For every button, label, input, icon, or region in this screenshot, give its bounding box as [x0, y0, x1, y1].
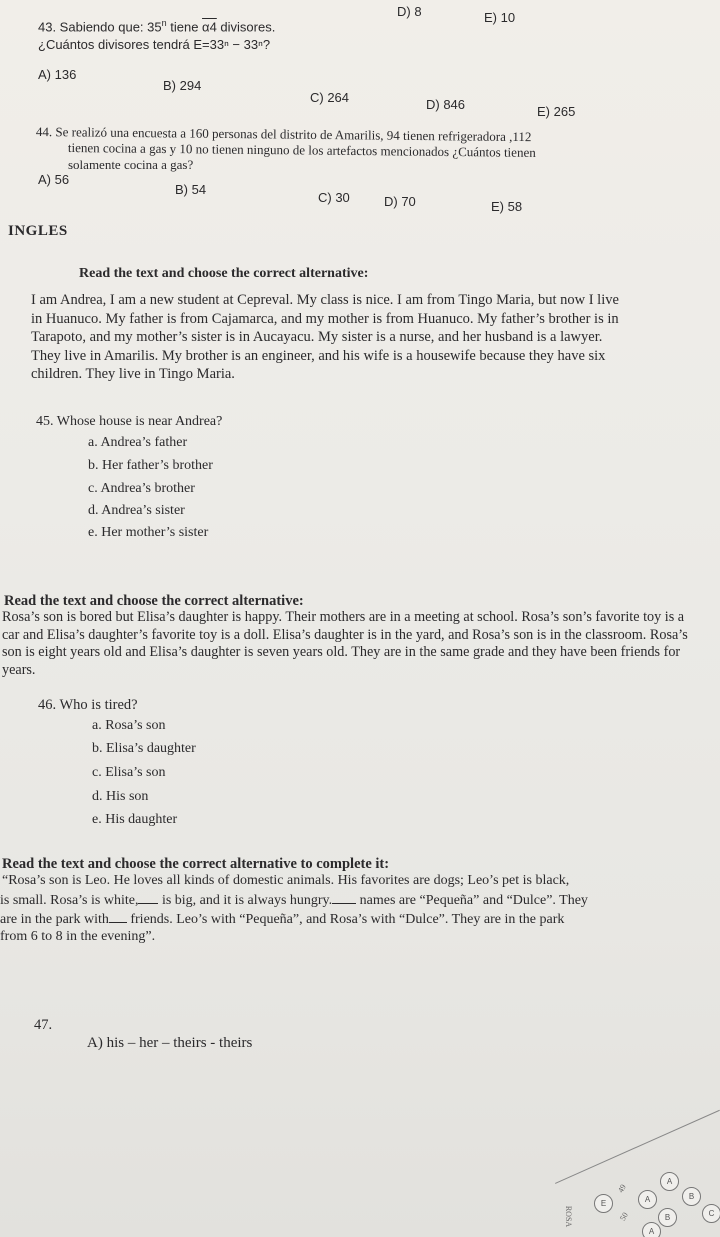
q44-line1: 44. Se realizó una encuesta a 160 personas del distrito de Amarilis, 94 tienen refrigeradora ,112 [35, 124, 532, 145]
q43-option-a: A) 136 [38, 67, 77, 82]
bubble-c: C [702, 1204, 720, 1223]
q44-line3: solamente cocina a gas? [68, 157, 194, 172]
q44-option-e: E) 58 [491, 199, 523, 214]
q43-option-b: B) 294 [163, 78, 202, 93]
q47-number: 47. [34, 1017, 53, 1033]
q46-option-d: d. His son [92, 789, 149, 804]
q43-line2: ¿Cuántos divisores tendrá E=33ⁿ − 33ⁿ? [38, 37, 271, 52]
q45-option-b: b. Her father’s brother [88, 458, 213, 473]
q44-option-b: B) 54 [175, 182, 207, 197]
q44-option-a: A) 56 [38, 172, 70, 187]
bubble-a-row2: A [638, 1190, 657, 1209]
q45-option-e: e. Her mother’s sister [88, 525, 209, 540]
q47-option-a: A) his – her – theirs - theirs [87, 1035, 253, 1051]
q43-option-c: C) 264 [310, 90, 350, 105]
q43-option-e: E) 265 [537, 104, 576, 119]
q44-line2: tienen cocina a gas y 10 no tienen ninguno de los artefactos mencionados ¿Cuántos tienen [67, 140, 536, 160]
reading3-instruction: Read the text and choose the correct alternative to complete it: [2, 856, 390, 872]
q45-question: 45. Whose house is near Andrea? [36, 414, 223, 429]
number-50: 50 [618, 1210, 630, 1223]
bubble-b-row2: B [658, 1208, 677, 1227]
blank-1 [138, 891, 158, 904]
bubble-e: E [594, 1194, 613, 1213]
reading2-text: Rosa’s son is bored but Elisa’s daughter is happy. Their mothers are in a meeting at school. Rosa’s son’s favorite toy is a car and Elisa’s daughter’s favorite toy is a doll. Elisa’s daughter is in the yard, and Rosa’s son is in the classroom. Rosa’s son is eight years old and Elisa’s daughter is seven years old. They are in the same grade and they have been friends for years. [2, 609, 688, 678]
q45-option-c: c. Andrea’s brother [88, 481, 195, 496]
reading3-line1: “Rosa’s son is Leo. He loves all kinds of domestic animals. His favorites are dogs; Leo’s pet is black, [2, 873, 570, 888]
q46-option-a: a. Rosa’s son [92, 718, 166, 733]
reading1-text: I am Andrea, I am a new student at Cepreval. My class is nice. I am from Tingo Maria, but now I live in Huanuco. My father is from Cajamarca, and my mother is from Huanuco. My father’s brother is in Tarapoto, and my mother’s sister is in Aucayacu. My sister is a nurse, and her husband is a lawyer. They live in Amarilis. My brother is an engineer, and his wife is a housewife because they have six children. They live in Tingo Maria. [31, 292, 619, 383]
q46-question: 46. Who is tired? [38, 697, 138, 713]
reading3-line4: from 6 to 8 in the evening”. [0, 929, 156, 944]
option-d-prev: D) 8 [397, 4, 422, 19]
q46-option-b: b. Elisa’s daughter [92, 741, 196, 756]
side-label: ROSA [564, 1205, 574, 1228]
reading2-instruction: Read the text and choose the correct alternative: [4, 593, 304, 609]
bubble-a-row3: A [642, 1222, 661, 1237]
number-49: 49 [616, 1182, 628, 1195]
option-e-prev: E) 10 [484, 10, 516, 25]
answer-sheet-fragment [560, 1160, 720, 1237]
q46-option-e: e. His daughter [92, 812, 178, 827]
blank-3 [109, 910, 127, 923]
bubble-b: B [682, 1187, 701, 1206]
q45-option-a: a. Andrea’s father [88, 435, 188, 450]
q44-option-c: C) 30 [318, 190, 350, 205]
blank-2 [332, 891, 356, 904]
q46-option-c: c. Elisa’s son [92, 765, 166, 780]
q45-option-d: d. Andrea’s sister [88, 503, 185, 518]
section-title: INGLES [8, 223, 68, 239]
q43-line1: 43. Sabiendo que: 35$^n$ tiene α4 divisores. [38, 18, 276, 35]
reading3-line3: are in the park with friends. Leo’s with “Pequeña”, and Rosa’s with “Dulce”. They are in the park [0, 912, 565, 927]
q43-option-d: D) 846 [426, 97, 466, 112]
q44-option-d: D) 70 [384, 194, 416, 209]
reading3-line2: is small. Rosa’s is white, is big, and it is always hungry. names are “Pequeña” and “Dulce”. They [0, 893, 588, 908]
bubble-a: A [660, 1172, 679, 1191]
reading1-instruction: Read the text and choose the correct alternative: [79, 266, 369, 281]
